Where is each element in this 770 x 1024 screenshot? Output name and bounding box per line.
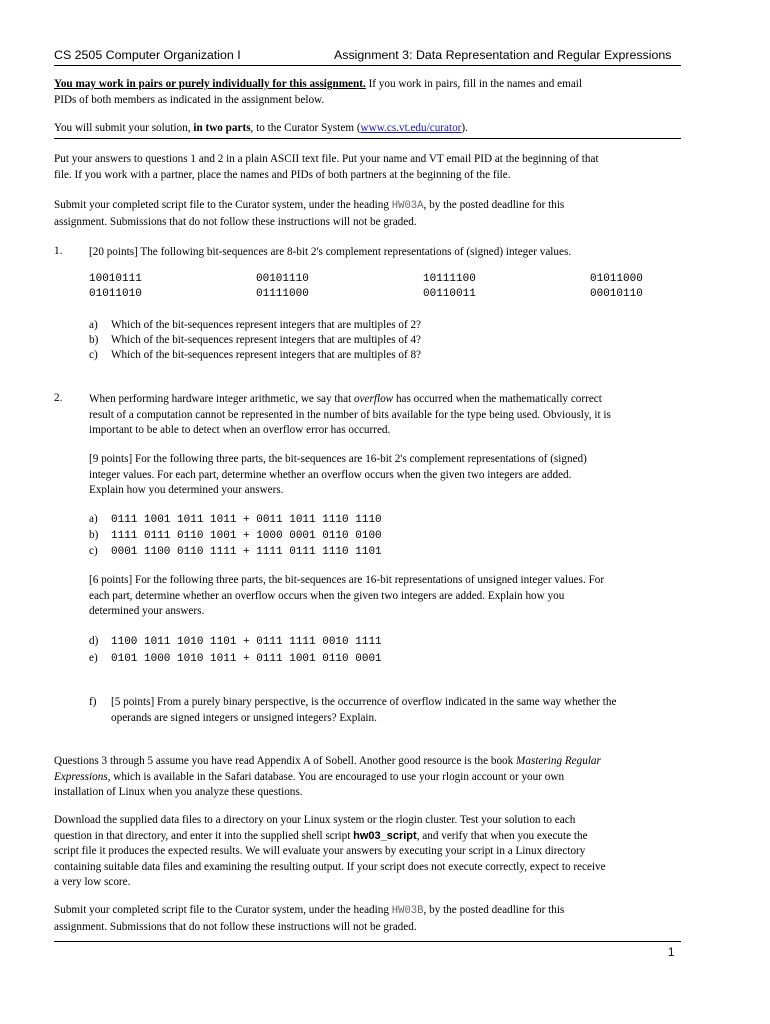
q2-part-f — [89, 695, 616, 726]
footer-rule — [54, 941, 681, 942]
q1-part-a-label: a) — [89, 319, 98, 331]
q2-part-c-label: c) — [89, 545, 98, 557]
part-a-paragraph-1 — [54, 152, 684, 183]
course-title: CS 2505 Computer Organization I — [54, 48, 241, 62]
part-b-p2-line2-post: , and verify that when you execute the — [416, 829, 588, 842]
q1-part-c-text: Which of the bit-sequences represent integers that are multiples of 8? — [111, 349, 422, 361]
part-a-p2-line2: assignment. Submissions that do not follow these instructions will not be graded. — [54, 215, 417, 228]
assignment-title: Assignment 3: Data Representation and Regular Expressions — [334, 48, 672, 62]
q2-signed-instructions — [89, 452, 684, 499]
q2-part-a — [89, 511, 382, 528]
q2-intro-pre: When performing hardware integer arithmetic, we say that — [89, 393, 354, 405]
q2-part-c — [89, 543, 382, 560]
q1-bits-r2-c1: 01011010 — [89, 288, 142, 300]
q1-bits-r2-c3: 00110011 — [423, 288, 476, 300]
q2-part-e-label: e) — [89, 652, 98, 664]
part-a-p1-line1: Put your answers to questions 1 and 2 in a plain ASCII text file. Put your name and VT email PID at the beginning of that — [54, 153, 599, 165]
part-b-paragraph-3 — [54, 903, 684, 935]
q2-part-e-expr: 0101 1000 1010 1011 + 0111 1001 0110 0001 — [111, 653, 382, 665]
q1-part-b-text: Which of the bit-sequences represent integers that are multiples of 4? — [111, 334, 422, 346]
script-name: hw03_script — [353, 829, 417, 842]
curator-link[interactable]: www.cs.vt.edu/curator — [360, 122, 462, 134]
part-b-p2-line1: Download the supplied data files to a directory on your Linux system or the rlogin cluster. Test your solution to each — [54, 814, 576, 826]
part-b-p1-pre: Questions 3 through 5 assume you have read Appendix A of Sobell. Another good resource is the book — [54, 755, 517, 767]
part-b-p3-pre: Submit your completed script file to the Curator system, under the heading — [54, 904, 392, 916]
q2-number: 2. — [54, 392, 63, 404]
submit-post: ). — [461, 122, 468, 134]
q1-part-a — [89, 318, 421, 334]
q2-intro — [89, 392, 684, 439]
q2-part-a-label: a) — [89, 513, 98, 525]
part-a-p2-post: , by the posted deadline for this — [423, 199, 565, 211]
part-b-p2-line2-pre: question in that directory, and enter it into the supplied shell script — [54, 829, 354, 842]
q1-bits-r1-c2: 00101110 — [256, 273, 309, 285]
q2-intro-line3: important to be able to detect when an overflow error has occurred. — [89, 424, 391, 436]
q2-part-a-expr: 0111 1001 1011 1011 + 0011 1011 1110 1110 — [111, 514, 382, 526]
q1-part-c-label: c) — [89, 349, 98, 361]
part-b-p1-line2: , which is available in the Safari database. You are encouraged to use your rlogin account or your own — [107, 770, 565, 783]
q1-bits-r1-c4: 01011000 — [590, 273, 643, 285]
q1-part-b-label: b) — [89, 334, 99, 346]
book-title-part1: Mastering Regular — [516, 755, 601, 767]
part-b-p3-line2: assignment. Submissions that do not follow these instructions will not be graded. — [54, 920, 417, 933]
q2-intro-post: has occurred when the mathematically correct — [393, 393, 602, 405]
q2-part-b-expr: 1111 0111 0110 1001 + 1000 0001 0110 0100 — [111, 530, 382, 542]
q2-signed-line1: [9 points] For the following three parts, the bit-sequences are 16-bit 2's complement representations of (signed) — [89, 453, 587, 465]
part-b-p2-line4: containing suitable data files and examining the resulting output. If your script does not execute correctly, expect to receive — [54, 860, 606, 873]
pairs-bold-text: You may work in pairs or purely individually for this assignment. — [54, 78, 366, 90]
q2-part-e — [89, 650, 382, 667]
q1-part-c — [89, 348, 421, 364]
q2-unsigned-line1: [6 points] For the following three parts, the bit-sequences are 16-bit representations of unsigned integer values. For — [89, 574, 605, 586]
q2-unsigned-line3: determined your answers. — [89, 605, 205, 617]
q2-part-d-label: d) — [89, 635, 99, 647]
q2-unsigned-line2: each part, determine whether an overflow occurs when the given two integers are added. Explain how you — [89, 589, 565, 602]
q1-bits-r2-c4: 00010110 — [590, 288, 643, 300]
hw03a-code: HW03A — [391, 200, 424, 212]
q1-number: 1. — [54, 245, 63, 257]
q2-part-d — [89, 633, 382, 650]
part-a-p2-pre: Submit your completed script file to the Curator system, under the heading — [54, 199, 392, 211]
intro-rule — [54, 138, 681, 139]
part-b-p3-post: , by the posted deadline for this — [423, 904, 565, 916]
part-b-p2-line3: script file it produces the expected results. We will evaluate your answers by executing your script in a Linux directory — [54, 845, 586, 857]
q1-part-a-text: Which of the bit-sequences represent integers that are multiples of 2? — [111, 319, 422, 331]
q2-part-f-line2: operands are signed integers or unsigned integers? Explain. — [111, 711, 377, 724]
part-b-paragraph-1 — [54, 754, 684, 801]
q2-part-b-label: b) — [89, 529, 99, 541]
submit-mid: , to the Curator System ( — [250, 122, 361, 134]
part-a-paragraph-2 — [54, 198, 684, 230]
q1-text: [20 points] The following bit-sequences are 8-bit 2's complement representations of (signed) integer values. — [89, 246, 572, 258]
part-b-paragraph-2 — [54, 813, 684, 891]
submit-pre: You will submit your solution, — [54, 122, 194, 134]
part-b-p2-line5: a very low score. — [54, 876, 131, 888]
pairs-paragraph — [54, 77, 684, 108]
submit-bold: in two parts — [193, 122, 251, 134]
q2-unsigned-instructions — [89, 573, 684, 620]
hw03b-code: HW03B — [391, 905, 424, 917]
q2-part-c-expr: 0001 1100 0110 1111 + 1111 0111 1110 1101 — [111, 546, 382, 558]
header-rule — [54, 65, 681, 66]
q1-part-b — [89, 333, 421, 349]
q1-bits-r1-c3: 10111100 — [423, 273, 476, 285]
q2-signed-line2: integer values. For each part, determine whether an overflow occurs when the given two integers are added. — [89, 468, 572, 481]
page-number: 1 — [668, 947, 675, 959]
q2-part-f-label: f) — [89, 696, 97, 708]
q2-part-b — [89, 527, 382, 544]
book-title-part2: Expressions — [54, 770, 108, 783]
q2-part-f-line1: [5 points] From a purely binary perspective, is the occurrence of overflow indicated in the same way whether the — [111, 696, 617, 708]
submit-paragraph — [54, 121, 684, 137]
part-a-p1-line2: file. If you work with a partner, place the names and PIDs of both partners at the beginning of the file. — [54, 168, 511, 181]
pairs-rest-text: If you work in pairs, fill in the names and email — [365, 78, 583, 90]
q2-part-d-expr: 1100 1011 1010 1101 + 0111 1111 0010 1111 — [111, 636, 382, 648]
q1-bits-r1-c1: 10010111 — [89, 273, 142, 285]
part-b-p1-line3: installation of Linux when you analyze these questions. — [54, 786, 303, 798]
q2-signed-line3: Explain how you determined your answers. — [89, 484, 284, 496]
q2-intro-line2: result of a computation cannot be represented in the number of bits available for the type being used. Obviously, it is — [89, 408, 611, 421]
overflow-term: overflow — [353, 393, 394, 405]
q1-bits-r2-c2: 01111000 — [256, 288, 309, 300]
pairs-line2: PIDs of both members as indicated in the assignment below. — [54, 93, 325, 106]
